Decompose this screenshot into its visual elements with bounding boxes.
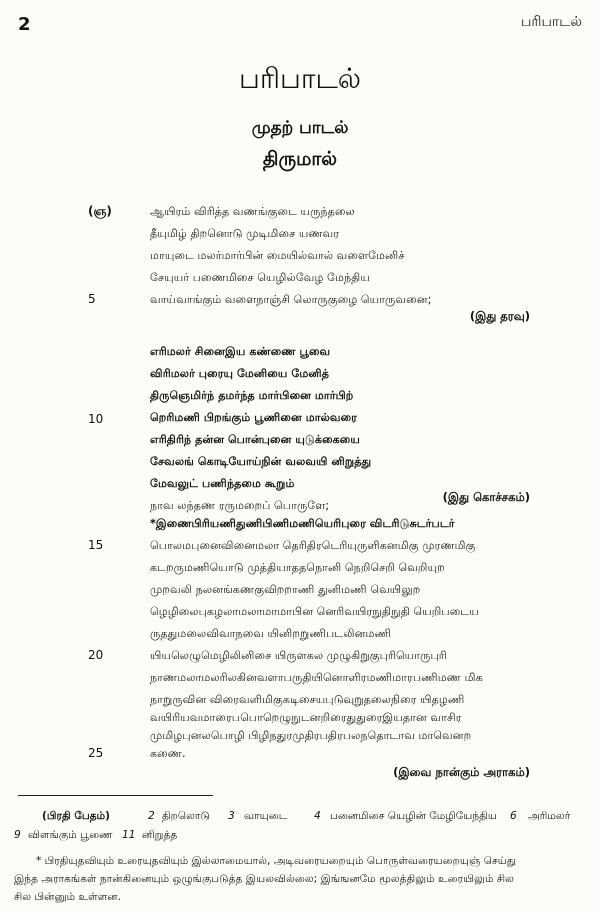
verse-line: முறவலி நலனங்கணகுவிறறாணி துனிமணி வெயிலுற (150, 583, 421, 596)
line-number: 10 (88, 412, 104, 426)
variants-label: (பிரதி பேதம்) (42, 810, 111, 822)
verse-line: மேவலுட் பணிந்தமை கூறும் (150, 477, 295, 490)
verse-line: நாறுருவின விரைவளிமிகுகடிசையபுடுவுறுதலைநிரை யிதழணி (150, 693, 465, 706)
variant-line-number: 6 (510, 810, 517, 822)
verse-line: விரிமலர் புரையு மேனியை மேனித் (150, 367, 330, 380)
line-number: 20 (88, 648, 104, 662)
variant-line-number: 3 (228, 810, 235, 822)
variant-reading: விளங்கும் பூணை (28, 829, 113, 841)
verse-line: பொலமபுனைவினைமலா தெரிதிரடெரியுருளிகனமிகு முரணமிகு (150, 539, 476, 552)
variant-line-number: 11 (122, 829, 136, 841)
line-number: 5 (88, 292, 96, 306)
footnote-line: இந்த அராகங்கள் நான்கினையும் ஒழுங்குபடுத்த இயலவில்லை; இங்ஙனமே மூலத்திலும் உரையிலும் சில (14, 873, 514, 885)
verse-mark: (ஞ) (88, 204, 112, 218)
variant-line-number: 2 (148, 810, 155, 822)
verse-line: யியலெழுமெழிலினிசை யிருளகல முழுகிறுகுபுரியொருபுரி (150, 649, 447, 662)
verse-line: சேவலங் கொடியோய்நின் வலவயி னிறுத்து (150, 455, 372, 468)
verse-line: வயிரியவமாரைபபொறெழுநுடனறிரைதுதுரைஇயதான வாசிர (150, 711, 462, 724)
verse-line: நாவ லந்தண ரருமறைப் பொருளே; (150, 499, 330, 512)
verse-line: ருததுமலைவிவாநவை யினிறறுணிபடலினமணி (150, 627, 392, 640)
verse-line: வாய்வாங்கும் வளைநாஞ்சி லொருகுழை யொருவனை; (150, 293, 432, 306)
variant-line-number: 9 (14, 829, 21, 841)
verse-line: றெரிமணி பிறங்கும் பூணினை மால்வரை (150, 411, 357, 424)
line-number: 15 (88, 538, 104, 552)
verse-line: ழெழிலைபுகழலாமலாமாமாபின னெரிவயிரநுதிநுதி யெறிபடைய (150, 605, 479, 618)
verse-line: திருஞெமிர்ந் தமர்ந்த மார்பினை மார்பிற் (150, 389, 354, 402)
verse-line: முமிழபுனலபொழி பிழிநதுரமுதிரபதிரபலநதொடாவ மாவெனற (150, 729, 472, 742)
variant-reading: னிறுத்த (142, 829, 178, 841)
footnote-line: * பிரதியுதவியும் உரையுதவியும் இல்லாமையால், அடிவரையறையும் பொருள்வரையறையுஞ் செய்து (36, 855, 517, 867)
verse-line: ஆயிரம் விரித்த வணங்குடை யருந்தலை (150, 205, 355, 218)
verse-line: *இணைபிரியணிதுணிபிணிமணியெரிபுரை விடரிடுசுடர்படர் (150, 517, 455, 530)
footnote-rule (18, 795, 213, 796)
variant-reading: பனைமிசை யெழின் மேழியேந்திய (330, 810, 497, 822)
running-title: பரிபாடல் (521, 14, 582, 30)
verse-line: தீயுமிழ் திறனொடு முடிமிசை யணவர (150, 227, 340, 240)
section-tag: (இது கொச்சகம்) (442, 490, 530, 504)
variant-line-number: 4 (314, 810, 321, 822)
poem-deity-title: திருமால் (262, 148, 338, 170)
verse-line: சேயுயர் பணைமிசை யெழில்வேழ மேந்திய (150, 271, 370, 284)
verse-line: கடறருமணியொடு முத்தியாததநொனி நெறிசெறி வெறியுற (150, 561, 445, 574)
section-tag: (இவை நான்கும் அராகம்) (393, 765, 530, 779)
variant-reading: அரிமலர் (528, 810, 571, 822)
section-tag: (இது தரவு) (469, 309, 530, 323)
verse-line: எரிமலர் சினைஇய கண்ணை பூவை (150, 345, 331, 358)
verse-line: எரிதிரிந் தன்ன பொன்புனை யுடுக்கையை (150, 433, 360, 446)
verse-line: மாயுடை மலர்மார்பின் மையில்வால் வளைமேனிச் (150, 249, 405, 262)
line-number: 25 (88, 746, 104, 760)
page-number: 2 (18, 14, 31, 35)
book-title: பரிபாடல் (239, 62, 361, 95)
poem-number-title: முதற் பாடல் (251, 118, 349, 138)
variant-reading: வாயுடை (244, 810, 288, 822)
variant-reading: திறலொடு (162, 810, 210, 822)
footnote-line: சில பின்னும் உள்ளன. (14, 891, 121, 903)
verse-line: நாணமலாமலரிலகினவளாபருதியினொளிரமணிமாரபணிமண மிக (150, 671, 483, 684)
verse-line: கணை. (150, 747, 186, 760)
